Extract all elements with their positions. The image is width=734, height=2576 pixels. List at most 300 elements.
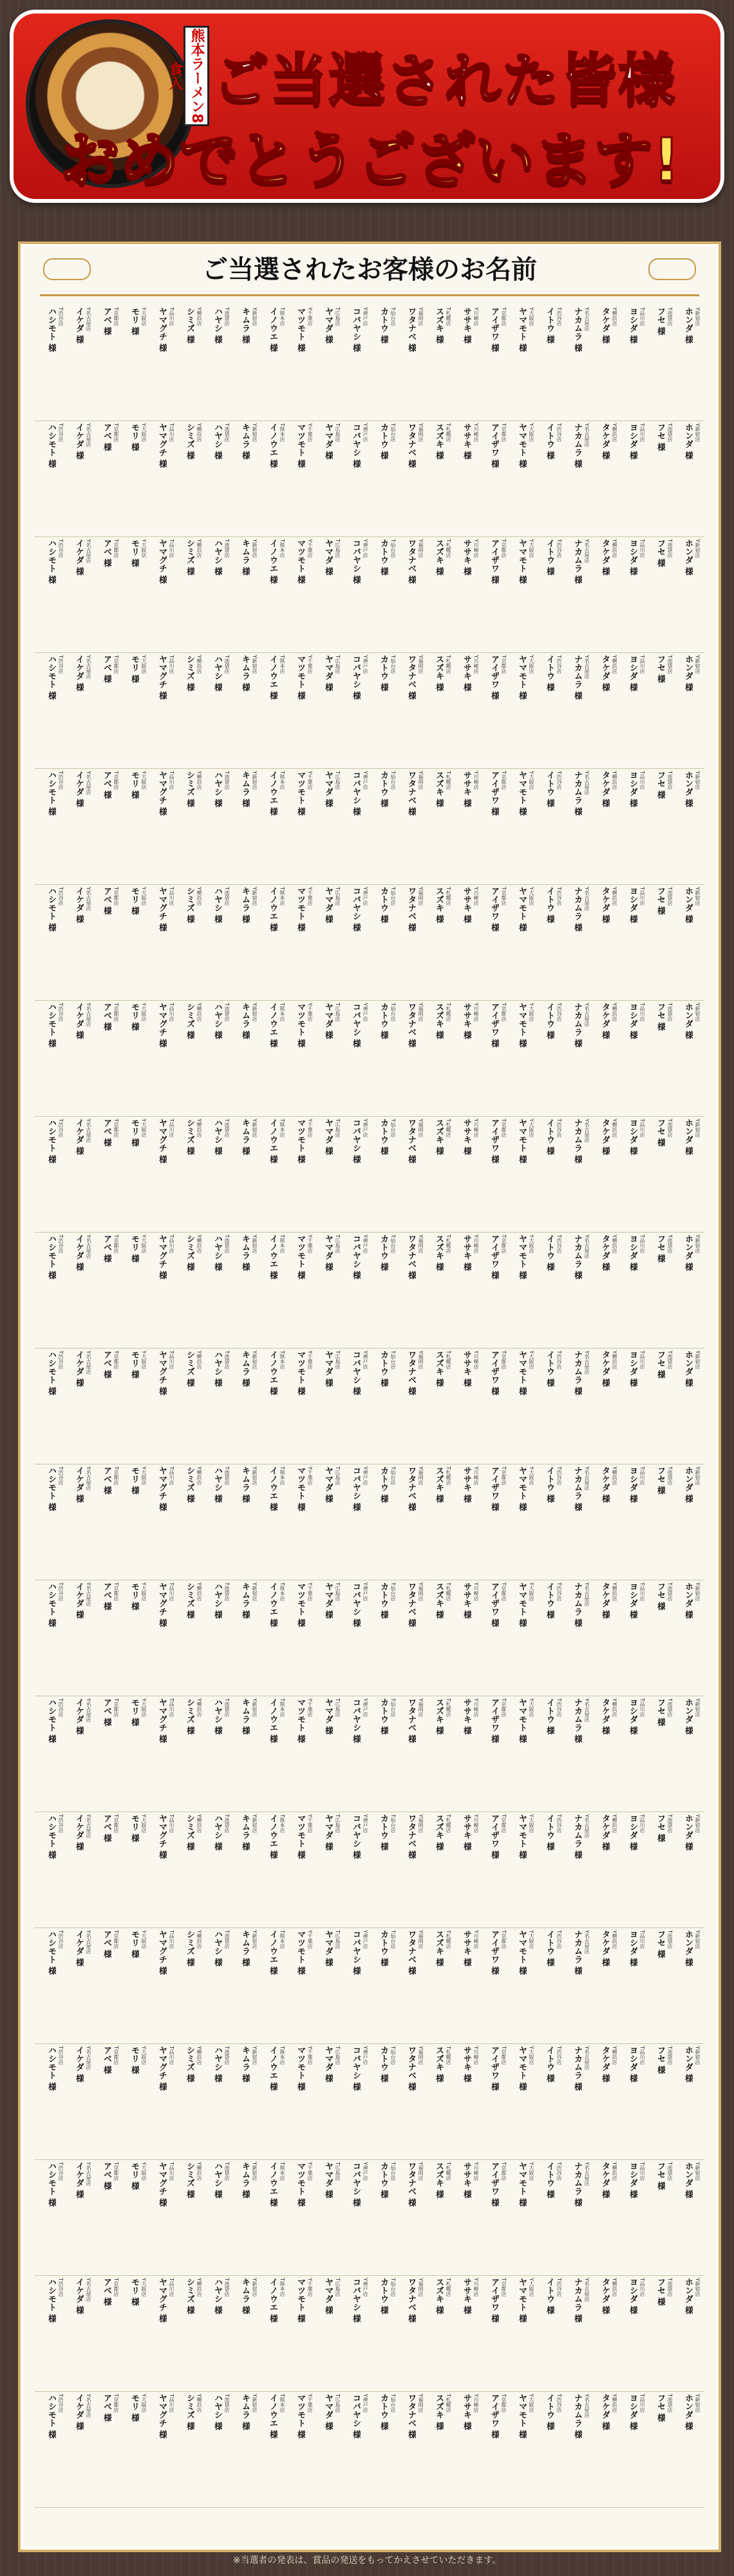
winner-entry	[98, 1350, 120, 1460]
headline-line-1: ご当選された皆様	[212, 47, 677, 113]
winner-name: ワタナベ 様	[406, 1814, 416, 1859]
winner-entry	[375, 2162, 397, 2271]
winner-entry	[569, 771, 590, 880]
winner-name: アベ 様	[102, 1698, 111, 1727]
winner-name: ササキ 様	[462, 2394, 471, 2430]
winner-store: Y大阪店	[141, 2394, 147, 2412]
winner-entry	[70, 2278, 92, 2387]
winner-store: Y名古屋店	[86, 1350, 91, 1374]
winner-store: T渋谷店	[58, 1930, 64, 1949]
winner-entry	[624, 1003, 646, 1112]
winner-name: シミズ 様	[185, 655, 194, 692]
winner-store: Y千葉店	[307, 2046, 313, 2065]
winner-entry	[458, 1814, 480, 1924]
winner-store: T品川店	[169, 1582, 174, 1601]
winner-name: ハシモト 様	[46, 539, 56, 584]
winner-store: T広島店	[335, 1235, 341, 1253]
winner-entry	[236, 1119, 258, 1228]
winner-name: ヤマグチ 様	[157, 2278, 167, 2323]
winner-name: イノウエ 様	[268, 1698, 278, 1743]
winner-name: フセ 様	[655, 423, 665, 451]
winner-store: T札幌店	[446, 307, 451, 326]
winner-entry	[264, 1466, 286, 1576]
winner-entry	[98, 655, 120, 764]
winner-store: Y福岡店	[418, 1698, 424, 1717]
winner-store: Y神戸店	[362, 1350, 368, 1369]
winner-name: ササキ 様	[462, 307, 471, 344]
winner-entry	[264, 1235, 286, 1344]
winner-entry	[292, 1003, 314, 1112]
winner-name: フセ 様	[655, 1235, 665, 1263]
winner-name: タケダ 様	[600, 539, 610, 576]
winner-entry	[70, 539, 92, 649]
winner-store: Y千葉店	[307, 2278, 313, 2297]
winner-store: T品川店	[639, 887, 645, 905]
row-divider	[35, 1348, 704, 1349]
winner-entry	[679, 307, 701, 417]
winner-entry	[624, 1119, 646, 1228]
winner-name: ハヤシ 様	[212, 423, 222, 460]
winner-entry	[541, 423, 563, 533]
winner-name: フセ 様	[655, 2278, 665, 2306]
winner-name: イノウエ 様	[268, 1235, 278, 1280]
winner-entry	[236, 887, 258, 996]
winner-name: コバヤシ 様	[351, 1119, 361, 1164]
winner-name: コバヤシ 様	[351, 423, 361, 468]
winner-name: アベ 様	[102, 2394, 111, 2422]
winner-entry	[513, 1119, 535, 1228]
winner-name: カトウ 様	[379, 1003, 388, 1039]
winner-entry	[98, 2394, 120, 2503]
winner-store: Y名古屋店	[86, 1466, 91, 1490]
winner-store: Y名古屋店	[86, 1814, 91, 1838]
winner-entry	[347, 1814, 369, 1924]
winner-store: Y神戸店	[362, 1466, 368, 1485]
winner-store: Y千葉店	[307, 655, 313, 674]
winner-store: Y横浜店	[612, 1235, 617, 1253]
winner-name: コバヤシ 様	[351, 771, 361, 816]
winner-name: ヤマダ 様	[323, 771, 333, 808]
winner-entry	[679, 2278, 701, 2387]
winner-store: T品川店	[169, 1814, 174, 1833]
winner-store: Y新宿店	[252, 307, 258, 326]
winner-entry	[70, 423, 92, 533]
winner-entry	[126, 655, 147, 764]
winner-name: コバヤシ 様	[351, 2046, 361, 2091]
winner-store: T品川店	[639, 2394, 645, 2412]
winner-store: Y千葉店	[307, 1235, 313, 1253]
winner-store: T池袋店	[667, 307, 673, 326]
winner-store: Y新宿店	[695, 2046, 701, 2065]
winner-name: イノウエ 様	[268, 2394, 278, 2439]
winner-store: T仙台店	[390, 2278, 396, 2297]
winner-entry	[70, 1119, 92, 1228]
winner-name: イケダ 様	[74, 2046, 84, 2083]
winner-store: T熊本店	[279, 2162, 285, 2181]
winner-entry	[569, 1235, 590, 1344]
winner-store: T仙台店	[390, 1350, 396, 1369]
winner-entry	[292, 1350, 314, 1460]
winner-entry	[679, 655, 701, 764]
winner-store: Y大阪店	[141, 1003, 147, 1021]
winner-store: Y新宿店	[252, 1003, 258, 1021]
winner-store: T仙台店	[390, 887, 396, 905]
winner-store: Y横浜店	[612, 2162, 617, 2181]
winner-store: Y名古屋店	[584, 1930, 590, 1954]
winner-name: ヤマモト 様	[517, 2278, 527, 2323]
winner-entry	[375, 1930, 397, 2040]
winner-store: Y川崎店	[473, 1119, 479, 1137]
winner-entry	[430, 307, 452, 417]
winner-store: T仙台店	[390, 771, 396, 790]
row-divider	[35, 768, 704, 769]
winner-store: T品川店	[169, 887, 174, 905]
winner-store: T池袋店	[667, 2394, 673, 2412]
winner-store: T渋谷店	[58, 1119, 64, 1137]
winner-entry	[624, 1582, 646, 1692]
winner-name: イケダ 様	[74, 2278, 84, 2315]
winner-entry	[679, 2162, 701, 2271]
winner-name: アイザワ 様	[489, 1814, 499, 1859]
winner-entry	[485, 887, 507, 996]
winner-store: Y横浜店	[196, 1119, 202, 1137]
winner-entry	[181, 1930, 203, 2040]
winner-entry	[347, 2278, 369, 2387]
winner-store: Y大阪店	[141, 655, 147, 674]
winner-name: ササキ 様	[462, 2162, 471, 2199]
winner-store: T京都店	[501, 1003, 507, 1021]
winner-entry	[430, 1698, 452, 1808]
winner-entry	[402, 1582, 424, 1692]
winner-name: コバヤシ 様	[351, 2278, 361, 2323]
winner-name: ササキ 様	[462, 1582, 471, 1619]
winner-name: イケダ 様	[74, 1235, 84, 1271]
winner-entry	[42, 423, 64, 533]
winner-name: キムラ 様	[240, 2278, 250, 2315]
winner-name: ヤマグチ 様	[157, 539, 167, 584]
winner-name: スズキ 様	[434, 2394, 444, 2430]
winner-entry	[485, 1235, 507, 1344]
winner-name: アベ 様	[102, 655, 111, 683]
winner-store: Y千葉店	[307, 1582, 313, 1601]
winner-store: Y新宿店	[695, 2278, 701, 2297]
winner-name: イノウエ 様	[268, 2278, 278, 2323]
winner-name: シミズ 様	[185, 2278, 194, 2315]
winner-store: T池袋店	[224, 1350, 230, 1369]
winner-name: ワタナベ 様	[406, 1698, 416, 1743]
winner-store: Y名古屋店	[86, 1235, 91, 1258]
winner-entry	[596, 1698, 618, 1808]
winner-entry	[236, 539, 258, 649]
winner-entry	[153, 1003, 175, 1112]
winner-entry	[292, 1930, 314, 2040]
winner-entry	[292, 1582, 314, 1692]
winner-entry	[375, 1003, 397, 1112]
winner-name: コバヤシ 様	[351, 539, 361, 584]
winner-name: キムラ 様	[240, 307, 250, 344]
winner-name: ヨシダ 様	[628, 2162, 637, 2199]
winner-store: Y横浜店	[612, 1582, 617, 1601]
winner-entry	[624, 1466, 646, 1576]
winner-name: ササキ 様	[462, 1698, 471, 1735]
winner-entry	[126, 1119, 147, 1228]
winner-name: ハシモト 様	[46, 2162, 56, 2207]
winner-store: Y福岡店	[418, 2162, 424, 2181]
winner-name: イケダ 様	[74, 1003, 84, 1039]
winner-name: ヤマグチ 様	[157, 655, 167, 700]
winner-store: Y横浜店	[612, 307, 617, 326]
winner-name: イトウ 様	[545, 539, 554, 576]
winner-entry	[98, 1814, 120, 1924]
winner-name: イケダ 様	[74, 2394, 84, 2430]
winner-name: ヤマモト 様	[517, 771, 527, 816]
winner-name: アイザワ 様	[489, 1582, 499, 1627]
winner-store: T仙台店	[390, 1698, 396, 1717]
winner-store: T仙台店	[390, 2394, 396, 2412]
winner-entry	[126, 1350, 147, 1460]
winner-name: マツモト 様	[296, 1582, 305, 1627]
winner-name: ヨシダ 様	[628, 2046, 637, 2083]
winner-name: シミズ 様	[185, 1582, 194, 1619]
winner-entry	[264, 307, 286, 417]
winner-store: T広島店	[335, 2046, 341, 2065]
winner-name: フセ 様	[655, 655, 665, 683]
winner-entry	[98, 1119, 120, 1228]
winner-name: アイザワ 様	[489, 1119, 499, 1164]
winner-entry	[569, 2394, 590, 2503]
winner-entry	[485, 1930, 507, 2040]
winner-entry	[375, 1119, 397, 1228]
winner-entry	[236, 1930, 258, 2040]
winner-name: マツモト 様	[296, 2394, 305, 2439]
winner-name: ヤマグチ 様	[157, 307, 167, 352]
winner-store: T京都店	[113, 1235, 119, 1253]
winner-name: アイザワ 様	[489, 655, 499, 700]
winner-store: Y新宿店	[252, 539, 258, 558]
winner-name: マツモト 様	[296, 423, 305, 468]
winner-name: タケダ 様	[600, 1119, 610, 1155]
winner-entry	[541, 1235, 563, 1344]
winner-entry	[236, 1466, 258, 1576]
winner-name: カトウ 様	[379, 1466, 388, 1503]
winner-entry	[402, 1119, 424, 1228]
winner-name: アベ 様	[102, 887, 111, 915]
winner-entry	[292, 2046, 314, 2155]
winner-store: Y新宿店	[695, 2162, 701, 2181]
winner-entry	[375, 2278, 397, 2387]
winner-name: ホンダ 様	[683, 1119, 693, 1155]
winner-entry	[98, 1582, 120, 1692]
winner-name: イトウ 様	[545, 2394, 554, 2430]
winner-store: Y名古屋店	[86, 307, 91, 331]
winner-store: Y名古屋店	[584, 539, 590, 563]
winner-name: カトウ 様	[379, 539, 388, 576]
winner-name: イノウエ 様	[268, 1003, 278, 1048]
header-banner	[0, 0, 734, 213]
winner-store: Y名古屋店	[584, 1582, 590, 1606]
winner-store: Y大阪店	[529, 2046, 534, 2065]
winner-store: Y千葉店	[307, 771, 313, 790]
winner-store: T池袋店	[224, 2046, 230, 2065]
winner-name: キムラ 様	[240, 655, 250, 692]
winner-store: T渋谷店	[58, 771, 64, 790]
winner-store: T広島店	[335, 539, 341, 558]
winner-store: Y大阪店	[529, 539, 534, 558]
winner-name: ヤマグチ 様	[157, 1930, 167, 1975]
winner-name: イケダ 様	[74, 539, 84, 576]
winner-name: ヤマモト 様	[517, 1003, 527, 1048]
winner-name: ワタナベ 様	[406, 2162, 416, 2207]
winner-name: スズキ 様	[434, 1582, 444, 1619]
winner-name: ヤマモト 様	[517, 423, 527, 468]
winner-name: コバヤシ 様	[351, 655, 361, 700]
winner-entry	[236, 1235, 258, 1344]
winner-entry	[292, 887, 314, 996]
winner-name: シミズ 様	[185, 1350, 194, 1387]
winner-store: Y横浜店	[612, 771, 617, 790]
winner-entry	[541, 2046, 563, 2155]
winner-entry	[236, 771, 258, 880]
winner-name: フセ 様	[655, 1466, 665, 1495]
winner-entry	[485, 1814, 507, 1924]
winner-store: Y名古屋店	[86, 1698, 91, 1722]
winner-name: アイザワ 様	[489, 307, 499, 352]
winner-name: イケダ 様	[74, 655, 84, 692]
winner-store: T京都店	[113, 1119, 119, 1137]
winner-entry	[209, 1235, 231, 1344]
winner-store: Y新宿店	[695, 2394, 701, 2412]
winner-entry	[42, 1814, 64, 1924]
winner-name: コバヤシ 様	[351, 307, 361, 352]
winner-store: Y福岡店	[418, 1466, 424, 1485]
winner-name: ヨシダ 様	[628, 771, 637, 808]
winner-entry	[430, 423, 452, 533]
winner-store: T広島店	[335, 307, 341, 326]
winner-name: イケダ 様	[74, 1466, 84, 1503]
winner-store: T池袋店	[224, 1698, 230, 1717]
winner-name: イトウ 様	[545, 423, 554, 460]
winner-store: Y横浜店	[612, 1466, 617, 1485]
winner-entry	[430, 1582, 452, 1692]
winner-store: T熊本店	[279, 423, 285, 442]
winner-entry	[181, 1350, 203, 1460]
winner-store: T広島店	[335, 1814, 341, 1833]
winner-store: Y川崎店	[473, 1698, 479, 1717]
winner-entry	[347, 1698, 369, 1808]
winner-store: Y福岡店	[418, 655, 424, 674]
winner-store: T渋谷店	[58, 2394, 64, 2412]
winner-entry	[679, 1582, 701, 1692]
winner-store: Y川崎店	[473, 539, 479, 558]
winner-entry	[319, 2278, 341, 2387]
winner-store: T京都店	[501, 2162, 507, 2181]
winner-name: ヨシダ 様	[628, 887, 637, 923]
winner-store: Y新宿店	[252, 655, 258, 674]
winners-panel	[18, 242, 721, 2552]
winner-name: モリ 様	[129, 655, 139, 683]
winner-store: Y大阪店	[141, 1235, 147, 1253]
winner-entry	[153, 2278, 175, 2387]
winner-store: T池袋店	[667, 1119, 673, 1137]
winner-entry	[541, 2278, 563, 2387]
winner-entry	[513, 771, 535, 880]
winner-entry	[70, 1814, 92, 1924]
winner-entry	[70, 1466, 92, 1576]
winner-entry	[624, 2162, 646, 2271]
winner-entry	[236, 2162, 258, 2271]
winner-entry	[679, 2046, 701, 2155]
winner-name: マツモト 様	[296, 655, 305, 700]
winner-name: イトウ 様	[545, 1698, 554, 1735]
winner-entry	[458, 1930, 480, 2040]
winner-entry	[624, 1698, 646, 1808]
winner-store: T仙台店	[390, 423, 396, 442]
winner-store: T池袋店	[224, 655, 230, 674]
winner-entry	[292, 2162, 314, 2271]
winner-name: ヤマモト 様	[517, 539, 527, 584]
panel-title: ご当選されたお客様のお名前	[202, 255, 537, 285]
winner-store: Y名古屋店	[584, 1466, 590, 1490]
winner-name: アイザワ 様	[489, 2394, 499, 2439]
winner-store: Y名古屋店	[86, 2278, 91, 2302]
winner-entry	[679, 2394, 701, 2503]
winner-entry	[596, 2278, 618, 2387]
winner-name: イノウエ 様	[268, 1350, 278, 1396]
winner-name: ハヤシ 様	[212, 1235, 222, 1271]
winner-name: スズキ 様	[434, 1814, 444, 1851]
winner-entry	[264, 771, 286, 880]
winner-name: アイザワ 様	[489, 2278, 499, 2323]
winner-store: T池袋店	[224, 1582, 230, 1601]
winner-store: T仙台店	[390, 1003, 396, 1021]
winner-name: アイザワ 様	[489, 2162, 499, 2207]
winner-store: T広島店	[335, 2162, 341, 2181]
winner-store: T広島店	[335, 1930, 341, 1949]
winner-entry	[430, 1814, 452, 1924]
winner-entry	[181, 1003, 203, 1112]
winner-name: イトウ 様	[545, 1582, 554, 1619]
winner-store: Y福岡店	[418, 423, 424, 442]
winner-store: T品川店	[169, 1698, 174, 1717]
winner-entry	[319, 2162, 341, 2271]
winner-name: カトウ 様	[379, 2046, 388, 2083]
winner-entry	[430, 771, 452, 880]
winner-store: Y千葉店	[307, 1350, 313, 1369]
winner-name: キムラ 様	[240, 771, 250, 808]
winner-store: T広島店	[335, 1466, 341, 1485]
row-divider	[35, 2043, 704, 2044]
winner-store: T品川店	[639, 2162, 645, 2181]
winner-store: Y川崎店	[473, 655, 479, 674]
winner-name: ハシモト 様	[46, 2046, 56, 2091]
winner-store: Y福岡店	[418, 1814, 424, 1833]
winner-entry	[541, 1466, 563, 1576]
winner-name: ヤマモト 様	[517, 1930, 527, 1975]
winner-store: T品川店	[169, 655, 174, 674]
winner-name: ホンダ 様	[683, 2278, 693, 2315]
winner-entry	[70, 1003, 92, 1112]
winner-store: Y福岡店	[418, 1003, 424, 1021]
winner-store: T池袋店	[667, 2278, 673, 2297]
winner-entry	[153, 539, 175, 649]
winner-store: T池袋店	[667, 1350, 673, 1369]
winner-store: T品川店	[639, 423, 645, 442]
winner-entry	[292, 1814, 314, 1924]
winner-store: Y横浜店	[196, 423, 202, 442]
winner-name: モリ 様	[129, 539, 139, 567]
winner-name: アベ 様	[102, 1930, 111, 1958]
winner-entry	[70, 2394, 92, 2503]
